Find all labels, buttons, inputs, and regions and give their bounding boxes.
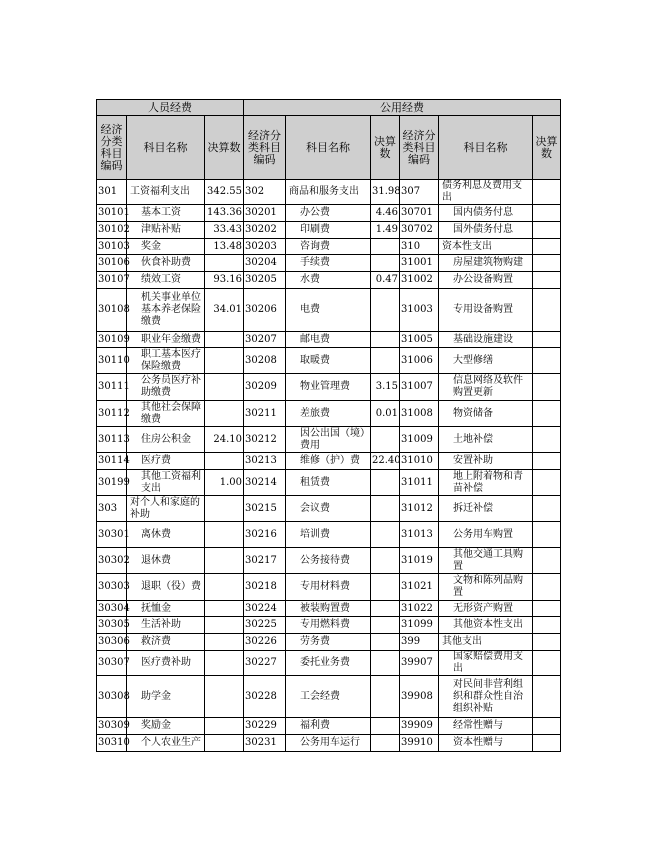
name-cell: 抚恤金 [127,601,205,617]
amount-cell [371,617,400,634]
name-cell: 资本性支出 [439,239,533,255]
code-cell: 30227 [244,651,286,676]
amount-cell [533,735,561,752]
expenditure-table [96,99,561,752]
name-cell: 奖励金 [127,718,205,735]
amount-cell: 0.47 [371,272,400,289]
name-cell: 专用设备购置 [439,289,533,332]
code-cell: 30301 [97,522,127,548]
name-cell: 公务用车运行 [286,735,371,752]
code-cell: 30207 [244,332,286,348]
name-cell: 工资福利支出 [127,180,205,205]
name-cell: 因公出国（境）费用 [286,427,371,453]
code-cell: 30309 [97,718,127,735]
name-cell: 安置补助 [439,453,533,470]
amount-cell: 33.43 [205,222,244,239]
name-cell: 生活补助 [127,617,205,634]
amount-cell [371,735,400,752]
amount-cell [205,548,244,574]
code-cell: 30103 [97,239,127,255]
amount-cell [533,522,561,548]
public-section-title: 公用经费 [244,100,561,116]
name-cell: 绩效工资 [127,272,205,289]
table-row [97,374,561,401]
name-cell: 电费 [286,289,371,332]
amount-cell [533,332,561,348]
amount-cell [533,651,561,676]
name-cell: 国外债务付息 [439,222,533,239]
code-cell: 30203 [244,239,286,255]
name-cell: 手续费 [286,255,371,272]
table-row [97,205,561,222]
code-cell: 30102 [97,222,127,239]
amount-cell: 22.40 [371,453,400,470]
code-cell: 31001 [400,255,439,272]
amount-cell [371,651,400,676]
amount-cell: 34.01 [205,289,244,332]
table-row [97,289,561,332]
table-row [97,676,561,718]
code-cell: 31002 [400,272,439,289]
code-cell: 31003 [400,289,439,332]
name-cell: 水费 [286,272,371,289]
section-header-row [97,100,561,116]
table-row [97,470,561,496]
code-cell: 31012 [400,496,439,522]
amount-cell [205,348,244,374]
table-row [97,651,561,676]
code-cell: 39907 [400,651,439,676]
amount-cell: 4.46 [371,205,400,222]
amount-cell [371,548,400,574]
code-cell: 30701 [400,205,439,222]
name-cell: 无形资产购置 [439,601,533,617]
code-cell: 30114 [97,453,127,470]
amount-cell [371,496,400,522]
code-cell: 31019 [400,548,439,574]
amount-cell [371,332,400,348]
name-cell: 印刷费 [286,222,371,239]
name-cell: 办公设备购置 [439,272,533,289]
amount-cell [533,401,561,427]
amount-cell [205,617,244,634]
code-cell: 30112 [97,401,127,427]
code-cell: 30310 [97,735,127,752]
code-cell: 30113 [97,427,127,453]
amount-cell [533,634,561,651]
name-cell: 退休费 [127,548,205,574]
table-row [97,180,561,205]
name-cell: 其他交通工具购置 [439,548,533,574]
name-cell: 津贴补贴 [127,222,205,239]
amount-cell [533,427,561,453]
code-cell: 30101 [97,205,127,222]
name-cell: 土地补偿 [439,427,533,453]
code-cell: 30106 [97,255,127,272]
code-cell: 30110 [97,348,127,374]
code-cell: 30218 [244,574,286,601]
amount-cell [205,601,244,617]
code-cell: 31022 [400,601,439,617]
code-cell: 30305 [97,617,127,634]
name-cell: 劳务费 [286,634,371,651]
code-cell: 31021 [400,574,439,601]
amount-cell [205,676,244,718]
code-cell: 30204 [244,255,286,272]
amount-cell: 13.48 [205,239,244,255]
amount-cell [205,651,244,676]
name-cell: 住房公积金 [127,427,205,453]
amount-cell [205,374,244,401]
amount-cell [371,255,400,272]
code-cell: 31005 [400,332,439,348]
name-cell: 办公费 [286,205,371,222]
name-cell: 会议费 [286,496,371,522]
code-cell: 30303 [97,574,127,601]
name-cell: 被装购置费 [286,601,371,617]
name-cell: 其他支出 [439,634,533,651]
table-row [97,255,561,272]
code-cell: 303 [97,496,127,522]
code-cell: 30209 [244,374,286,401]
amount-cell [533,289,561,332]
amount-cell: 93.16 [205,272,244,289]
code-cell: 31010 [400,453,439,470]
amount-cell [371,676,400,718]
name-cell: 委托业务费 [286,651,371,676]
code-cell: 30216 [244,522,286,548]
amount-cell: 1.49 [371,222,400,239]
code-cell: 31006 [400,348,439,374]
table-row [97,348,561,374]
name-cell: 专用燃料费 [286,617,371,634]
amount-cell [205,332,244,348]
amount-cell [533,617,561,634]
table-row [97,735,561,752]
code-cell: 39909 [400,718,439,735]
name-cell: 救济费 [127,634,205,651]
name-cell: 助学金 [127,676,205,718]
amount-cell: 3.15 [371,374,400,401]
amount-cell [205,255,244,272]
header-name-c: 科目名称 [439,116,533,180]
code-cell: 30229 [244,718,286,735]
table-row [97,718,561,735]
code-cell: 39910 [400,735,439,752]
amount-cell [205,634,244,651]
amount-cell [371,634,400,651]
table-row [97,222,561,239]
name-cell: 大型修缮 [439,348,533,374]
code-cell: 30302 [97,548,127,574]
code-cell: 307 [400,180,439,205]
amount-cell: 1.00 [205,470,244,496]
name-cell: 职工基本医疗保险缴费 [127,348,205,374]
table-row [97,272,561,289]
amount-cell [533,470,561,496]
amount-cell [371,574,400,601]
amount-cell: 143.36 [205,205,244,222]
header-code-c: 经济分 类科目 编码 [400,116,439,180]
name-cell: 退职（役）费 [127,574,205,601]
code-cell: 30211 [244,401,286,427]
header-name-a: 科目名称 [127,116,205,180]
amount-cell [533,496,561,522]
table-row [97,453,561,470]
name-cell: 专用材料费 [286,574,371,601]
code-cell: 30202 [244,222,286,239]
name-cell: 咨询费 [286,239,371,255]
name-cell: 基础设施建设 [439,332,533,348]
amount-cell [205,574,244,601]
amount-cell [205,453,244,470]
code-cell: 31009 [400,427,439,453]
table-row [97,332,561,348]
header-name-b: 科目名称 [286,116,371,180]
amount-cell [371,601,400,617]
code-cell: 30226 [244,634,286,651]
amount-cell [205,496,244,522]
amount-cell [371,289,400,332]
name-cell: 邮电费 [286,332,371,348]
code-cell: 30201 [244,205,286,222]
amount-cell [533,205,561,222]
name-cell: 基本工资 [127,205,205,222]
amount-cell [205,522,244,548]
code-cell: 31013 [400,522,439,548]
code-cell: 30208 [244,348,286,374]
amount-cell [205,735,244,752]
name-cell: 经常性赠与 [439,718,533,735]
name-cell: 其他资本性支出 [439,617,533,634]
amount-cell: 342.55 [205,180,244,205]
name-cell: 国内债务付息 [439,205,533,222]
name-cell: 个人农业生产 [127,735,205,752]
name-cell: 医疗费 [127,453,205,470]
name-cell: 信息网络及软件购置更新 [439,374,533,401]
amount-cell [371,348,400,374]
amount-cell [533,239,561,255]
code-cell: 30108 [97,289,127,332]
code-cell: 30702 [400,222,439,239]
code-cell: 301 [97,180,127,205]
code-cell: 30304 [97,601,127,617]
amount-cell [533,548,561,574]
name-cell: 物业管理费 [286,374,371,401]
amount-cell [533,255,561,272]
code-cell: 310 [400,239,439,255]
name-cell: 工会经费 [286,676,371,718]
amount-cell [533,601,561,617]
code-cell: 30111 [97,374,127,401]
code-cell: 30206 [244,289,286,332]
amount-cell [371,239,400,255]
table-row [97,239,561,255]
name-cell: 机关事业单位基本养老保险缴费 [127,289,205,332]
amount-cell [533,374,561,401]
name-cell: 离休费 [127,522,205,548]
code-cell: 31007 [400,374,439,401]
name-cell: 债务利息及费用支出 [439,180,533,205]
amount-cell [533,180,561,205]
table-row [97,601,561,617]
code-cell: 399 [400,634,439,651]
name-cell: 文物和陈列品购置 [439,574,533,601]
name-cell: 职业年金缴费 [127,332,205,348]
code-cell: 30307 [97,651,127,676]
header-code-a: 经济 分类 科目 编码 [97,116,127,180]
table-row [97,617,561,634]
table-row [97,427,561,453]
code-cell: 30224 [244,601,286,617]
code-cell: 31099 [400,617,439,634]
name-cell: 公务接待费 [286,548,371,574]
amount-cell [371,427,400,453]
name-cell: 维修（护）费 [286,453,371,470]
code-cell: 30205 [244,272,286,289]
code-cell: 30215 [244,496,286,522]
name-cell: 对民间非营利组织和群众性自治组织补贴 [439,676,533,718]
table-row [97,634,561,651]
name-cell: 拆迁补偿 [439,496,533,522]
name-cell: 其他社会保障缴费 [127,401,205,427]
name-cell: 取暖费 [286,348,371,374]
amount-cell [533,272,561,289]
header-code-b: 经济分 类科目 编码 [244,116,286,180]
amount-cell [371,718,400,735]
name-cell: 公务用车购置 [439,522,533,548]
code-cell: 39908 [400,676,439,718]
name-cell: 奖金 [127,239,205,255]
name-cell: 地上附着物和青苗补偿 [439,470,533,496]
amount-cell [205,401,244,427]
code-cell: 30109 [97,332,127,348]
name-cell: 公务员医疗补助缴费 [127,374,205,401]
table-row [97,548,561,574]
code-cell: 30212 [244,427,286,453]
code-cell: 30308 [97,676,127,718]
code-cell: 30225 [244,617,286,634]
name-cell: 房屋建筑物购建 [439,255,533,272]
name-cell: 伙食补助费 [127,255,205,272]
personnel-section-title: 人员经费 [97,100,244,116]
name-cell: 福利费 [286,718,371,735]
table-row [97,574,561,601]
amount-cell: 31.98 [371,180,400,205]
code-cell: 30228 [244,676,286,718]
amount-cell [371,522,400,548]
name-cell: 物资储备 [439,401,533,427]
name-cell: 商品和服务支出 [286,180,371,205]
amount-cell [533,676,561,718]
name-cell: 差旅费 [286,401,371,427]
name-cell: 培训费 [286,522,371,548]
header-amount-b: 决算 数 [371,116,400,180]
code-cell: 31008 [400,401,439,427]
code-cell: 30199 [97,470,127,496]
code-cell: 302 [244,180,286,205]
code-cell: 30213 [244,453,286,470]
table-row [97,401,561,427]
table-row [97,522,561,548]
column-header-row [97,116,561,180]
amount-cell [533,348,561,374]
amount-cell: 0.01 [371,401,400,427]
amount-cell [533,222,561,239]
amount-cell [205,718,244,735]
code-cell: 30217 [244,548,286,574]
table-row [97,496,561,522]
name-cell: 其他工资福利支出 [127,470,205,496]
code-cell: 30214 [244,470,286,496]
name-cell: 租赁费 [286,470,371,496]
name-cell: 资本性赠与 [439,735,533,752]
name-cell: 对个人和家庭的补助 [127,496,205,522]
amount-cell: 24.10 [205,427,244,453]
amount-cell [533,574,561,601]
amount-cell [533,453,561,470]
code-cell: 30231 [244,735,286,752]
code-cell: 31011 [400,470,439,496]
name-cell: 国家赔偿费用支出 [439,651,533,676]
header-amount-c: 决算 数 [533,116,561,180]
amount-cell [533,718,561,735]
header-amount-a: 决算数 [205,116,244,180]
name-cell: 医疗费补助 [127,651,205,676]
amount-cell [371,470,400,496]
code-cell: 30306 [97,634,127,651]
code-cell: 30107 [97,272,127,289]
